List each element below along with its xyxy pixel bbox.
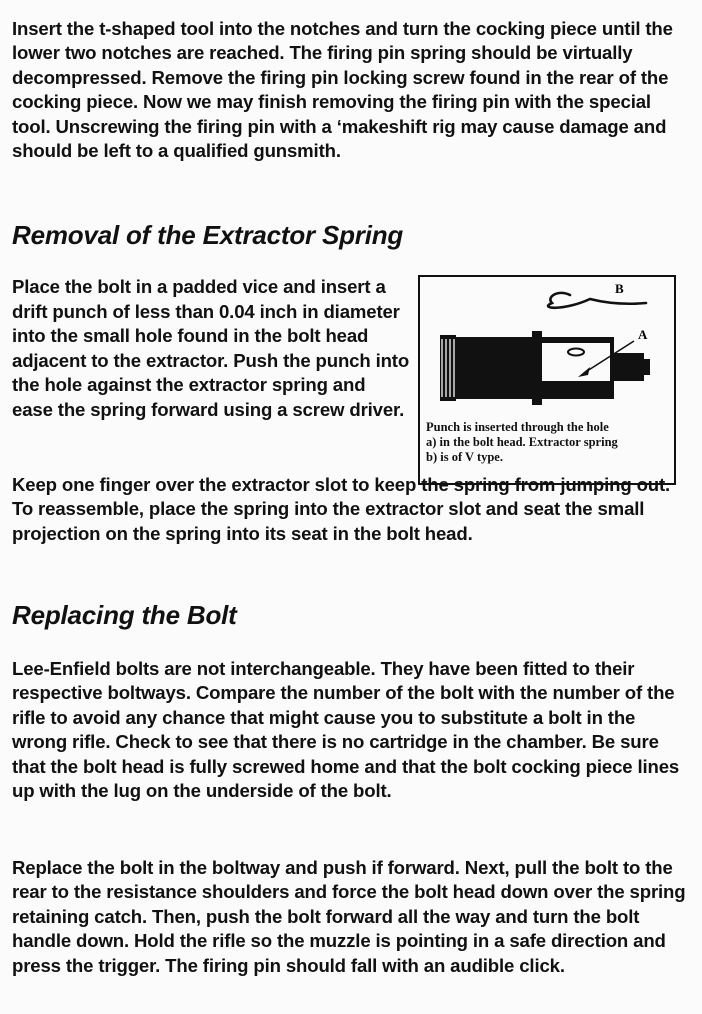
bolt-head-figure <box>418 275 676 485</box>
bolt-collar <box>532 331 542 405</box>
replace-paragraph-1: Lee-Enfield bolts are not interchangeable. They have been fitted to their respective boltways. Compare the number of the bolt with the number of the rifle to avoid any chance that might cause you to substitute a bolt in the wrong rifle. Check to see that there is no cartridge in the chamber. Be sure that the bolt head is fully screwed home and that the bolt cocking piece lines up with the lug on the underside of the bolt. <box>12 658 680 802</box>
label-b: B <box>615 281 624 296</box>
caption-line-2: a) in the bolt head. Extractor spring <box>426 435 618 449</box>
replace-paragraph-2: Replace the bolt in the boltway and push if forward. Next, pull the bolt to the rear to the resistance shoulders and force the bolt head down over the spring retaining catch. Then, push the bolt forward all the way and turn the bolt handle down. Hold the rifle so the muzzle is pointing in a safe direction and press the trigger. The firing pin should fall with an audible click. <box>12 857 686 976</box>
label-a: A <box>638 327 648 342</box>
v-spring-shape <box>548 293 646 308</box>
section-heading-replace: Replacing the Bolt <box>12 600 237 630</box>
intro-paragraph: Insert the t-shaped tool into the notches and turn the cocking piece until the lower two notches are reached. The firing pin spring should be virtually decompressed. Remove the firing pin locking screw found in the rear of the cocking piece. Now we may finish removing the firing pin with the special tool. Unscrewing the firing pin with a ‘makeshift rig may cause damage and should be left to a qualified gunsmith. <box>12 18 673 162</box>
section-heading-extractor: Removal of the Extractor Spring <box>12 220 404 250</box>
bolt-tip <box>642 359 650 375</box>
bolt-body <box>456 337 540 399</box>
keep-finger-paragraph: Keep one finger over the extractor slot to keep the spring from jumping out. To reassemble, place the spring into the extractor slot and seat the small projection on the spring into its seat in the bolt head. <box>12 474 671 544</box>
punch-hole <box>568 349 584 356</box>
bolt-nose <box>614 353 644 381</box>
figure-caption <box>426 420 676 465</box>
caption-line-3: b) is of V type. <box>426 450 503 464</box>
extractor-paragraph: Place the bolt in a padded vice and insert a drift punch of less than 0.04 inch in diameter into the small hole found in the bolt head adjacent to the extractor. Push the punch into the hole against the extractor spring and ease the spring forward using a screw driver. <box>12 276 410 420</box>
caption-line-1: Punch is inserted through the hole <box>426 420 609 434</box>
